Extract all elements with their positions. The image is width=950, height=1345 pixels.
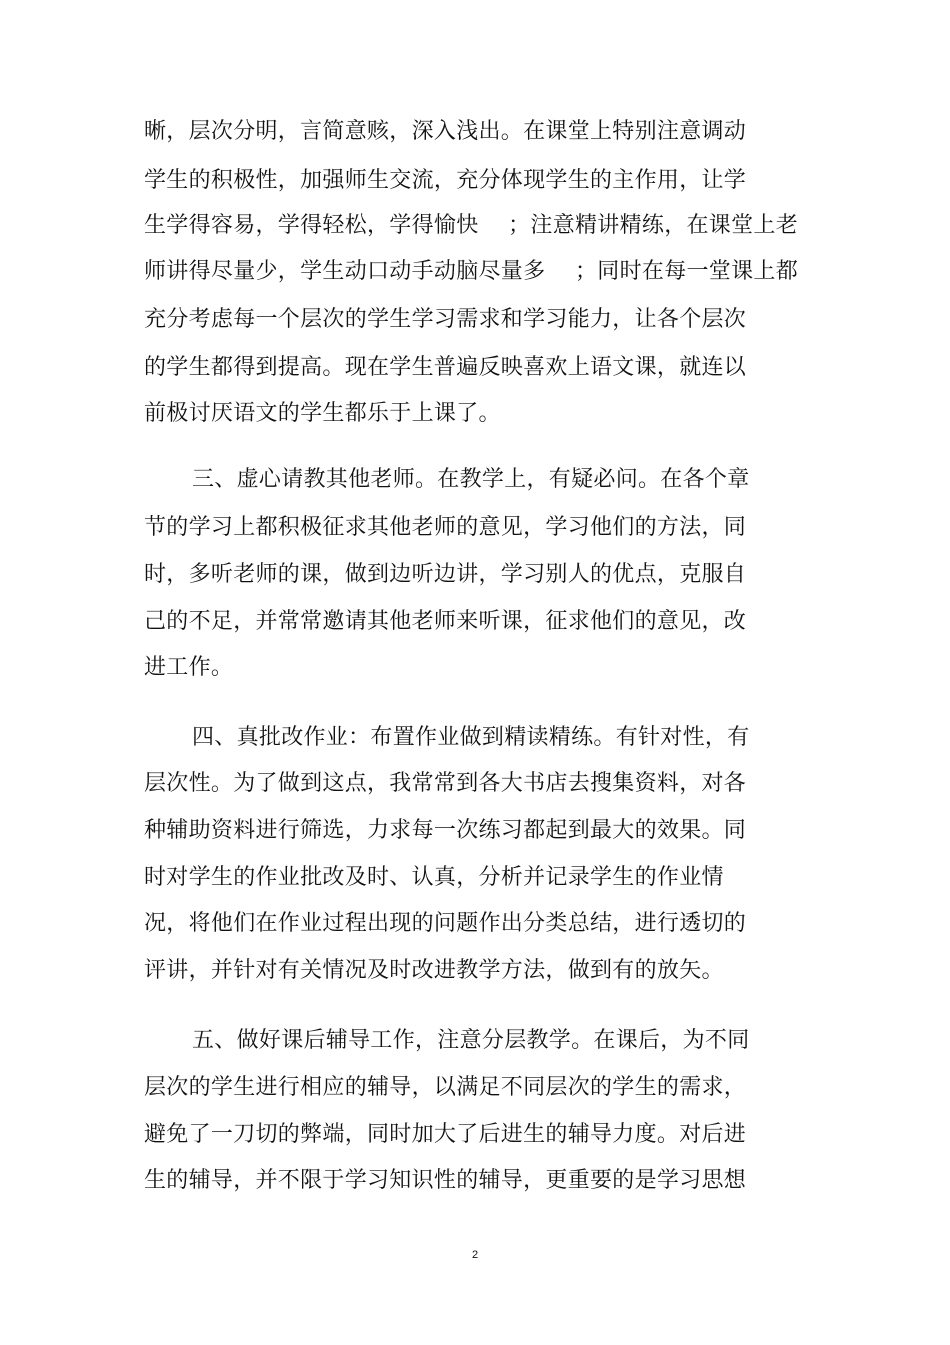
- text-line: 师讲得尽量少，学生动口动手动脑尽量多 ；同时在每一堂课上都: [144, 259, 798, 284]
- text-line: 节的学习上都积极征求其他老师的意见，学习他们的方法，同: [144, 515, 747, 540]
- text-line: 生的辅导，并不限于学习知识性的辅导，更重要的是学习思想: [144, 1168, 747, 1193]
- paragraph-first-line: 三、虚心请教其他老师。在教学上，有疑必问。在各个章: [192, 467, 750, 492]
- text-line: 前极讨厌语文的学生都乐于上课了。: [144, 401, 501, 426]
- paragraph-first-line: 五、做好课后辅导工作，注意分层教学。在课后，为不同: [192, 1028, 750, 1053]
- text-line: 的学生都得到提高。现在学生普遍反映喜欢上语文课，就连以: [144, 355, 747, 380]
- paragraph-first-line: 四、真批改作业：布置作业做到精读精练。有针对性，有: [192, 725, 750, 750]
- text-line: 避免了一刀切的弊端，同时加大了后进生的辅导力度。对后进: [144, 1122, 747, 1147]
- text-line: 己的不足，并常常邀请其他老师来听课，征求他们的意见，改: [144, 609, 747, 634]
- text-line: 时对学生的作业批改及时、认真，分析并记录学生的作业情: [144, 865, 724, 890]
- text-line: 层次性。为了做到这点，我常常到各大书店去搜集资料，对各: [144, 771, 747, 796]
- text-line: 层次的学生进行相应的辅导，以满足不同层次的学生的需求，: [144, 1075, 747, 1100]
- page-number: 2: [471, 1249, 479, 1261]
- text-line: 生学得容易，学得轻松，学得愉快 ；注意精讲精练，在课堂上老: [144, 213, 798, 238]
- text-line: 评讲，并针对有关情况及时改进教学方法，做到有的放矢。: [144, 958, 724, 983]
- text-line: 充分考虑每一个层次的学生学习需求和学习能力，让各个层次: [144, 307, 747, 332]
- text-line: 学生的积极性，加强师生交流，充分体现学生的主作用，让学: [144, 168, 747, 193]
- text-line: 种辅助资料进行筛选，力求每一次练习都起到最大的效果。同: [144, 818, 747, 843]
- text-line: 晰，层次分明，言简意赅，深入浅出。在课堂上特别注意调动: [144, 119, 747, 144]
- text-line: 时，多听老师的课，做到边听边讲，学习别人的优点，克服自: [144, 562, 747, 587]
- text-line: 进工作。: [144, 655, 234, 680]
- text-line: 况，将他们在作业过程出现的问题作出分类总结，进行透切的: [144, 911, 747, 936]
